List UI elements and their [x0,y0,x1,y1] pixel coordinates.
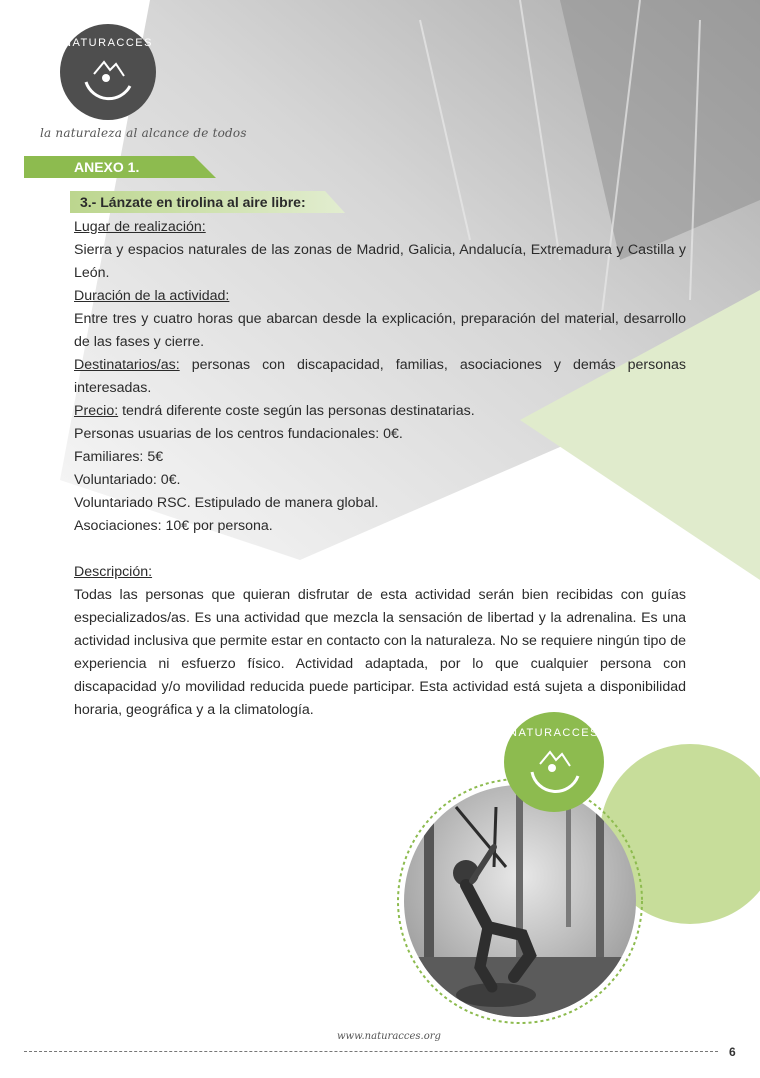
naturacces-logo [58,22,158,122]
description-text: Todas las personas que quieran disfrutar de esta actividad serán bien recibidas con guías especializados/as. Es una actividad que mezcla la sensación de libertad y la adrenalina. Es una actividad inclusiva que permite estar en contacto con la naturaleza. No se requiere ningún tipo de experiencia ni esfuerzo físico. Actividad adaptada, por lo que cualquier persona con discapacidad y/o movilidad reducida puede participar. Esta actividad está sujeta a disponibilidad horaria, geográfica y a la climatología. [74,587,687,718]
footer-divider [24,1051,718,1052]
audience-label: Destinatarios/as: [74,357,180,373]
page-number: 6 [729,1045,736,1059]
price-item: Familiares: 5€ [74,449,164,465]
price-text: tendrá diferente coste según las personas destinatarias. [118,403,475,419]
audience-paragraph [74,354,686,400]
naturacces-logo-green [502,710,606,814]
price-item: Voluntariado RSC. Estipulado de manera global. [74,495,379,511]
audience-text: personas con discapacidad, familias, asociaciones y demás personas interesadas. [74,357,686,396]
logo-text: NATURACCES [509,727,599,739]
tagline: la naturaleza al alcance de todos [40,126,247,140]
price-item: Voluntariado: 0€. [74,472,181,488]
location-text: Sierra y espacios naturales de las zonas de Madrid, Galicia, Andalucía, Extremadura y Castilla y León. [74,242,686,281]
annex-label: ANEXO 1. [74,159,140,175]
duration-text: Entre tres y cuatro horas que abarcan desde la explicación, preparación del material, desarrollo de las fases y cierre. [74,311,686,350]
section-title: 3.- Lánzate en tirolina al aire libre: [80,194,306,210]
zipline-photo [396,777,644,1025]
activity-details [74,216,686,722]
duration-label: Duración de la actividad: [74,288,230,304]
price-item: Personas usuarias de los centros fundacionales: 0€. [74,426,403,442]
description-label: Descripción: [74,564,153,580]
price-paragraph [74,400,686,423]
location-label: Lugar de realización: [74,219,206,235]
footer-url[interactable]: www.naturacces.org [337,1031,441,1042]
price-item: Asociaciones: 10€ por persona. [74,518,273,534]
price-label: Precio: [74,403,119,419]
logo-text: NATURACCES [63,37,153,49]
